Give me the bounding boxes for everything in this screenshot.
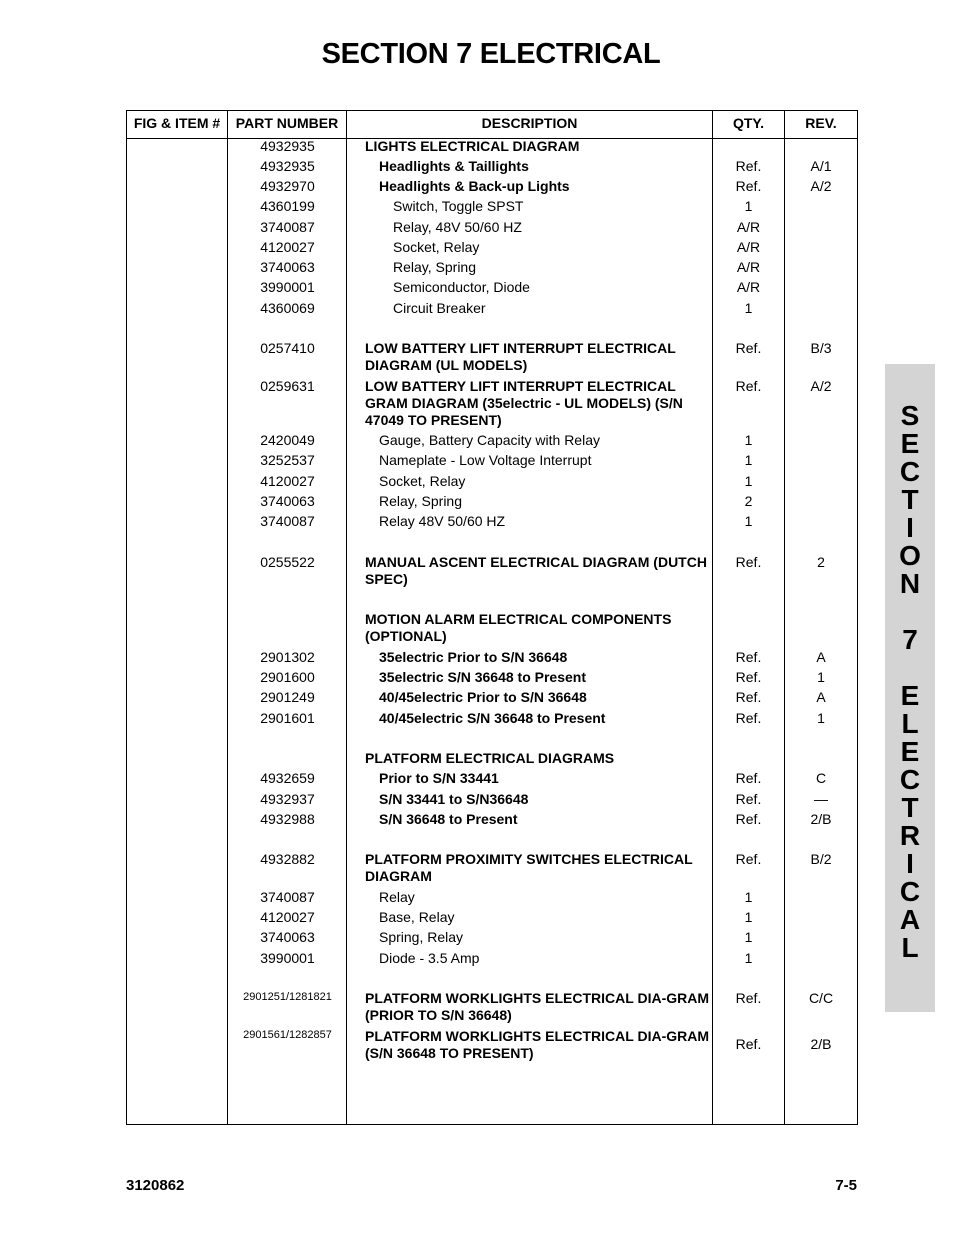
part-number-cell: 3740063 — [260, 493, 315, 509]
rev-cell: 2/B — [810, 1036, 832, 1052]
section-side-tab — [885, 364, 935, 1012]
qty-cell: 1 — [744, 452, 753, 468]
part-number-cell: 3990001 — [260, 279, 315, 295]
part-number-cell: 2901601 — [260, 710, 315, 726]
qty-cell: Ref. — [735, 554, 762, 570]
qty-cell: Ref. — [735, 1036, 762, 1052]
qty-cell: A/R — [736, 259, 761, 275]
side-tab-letter: E — [900, 680, 920, 711]
rev-cell: — — [814, 791, 828, 807]
qty-cell: Ref. — [735, 710, 762, 726]
description-cell: Socket, Relay — [393, 239, 480, 255]
part-number-cell: 3740063 — [260, 259, 315, 275]
description-cell: Base, Relay — [379, 909, 455, 925]
rev-cell: A/1 — [810, 158, 832, 174]
part-number-cell: 2420049 — [260, 432, 315, 448]
description-cell: 40/45electric Prior to S/N 36648 — [379, 689, 587, 705]
side-tab-letter: S — [900, 400, 920, 431]
qty-cell: Ref. — [735, 649, 762, 665]
rev-cell: A — [816, 649, 826, 665]
qty-cell: 1 — [744, 198, 753, 214]
part-number-cell: 3740087 — [260, 513, 315, 529]
description-cell: MANUAL ASCENT ELECTRICAL DIAGRAM (DUTCH SPEC) — [365, 554, 707, 587]
description-cell: Relay 48V 50/60 HZ — [379, 513, 506, 529]
rev-cell: B/2 — [810, 851, 832, 867]
part-number-cell: 0255522 — [260, 554, 315, 570]
description-cell: MOTION ALARM ELECTRICAL COMPONENTS (OPTIONAL) — [365, 611, 672, 644]
description-cell: Switch, Toggle SPST — [393, 198, 524, 214]
description-cell: Spring, Relay — [379, 929, 464, 945]
qty-cell: Ref. — [735, 811, 762, 827]
qty-cell: Ref. — [735, 378, 762, 394]
qty-cell: Ref. — [735, 990, 762, 1006]
part-number-cell: 4932988 — [260, 811, 315, 827]
part-number-cell: 0259631 — [260, 378, 315, 394]
part-number-cell: 4932882 — [260, 851, 315, 867]
description-cell: PLATFORM WORKLIGHTS ELECTRICAL DIA-GRAM (S/N 36648 TO PRESENT) — [365, 1028, 710, 1061]
qty-cell: 1 — [744, 513, 753, 529]
part-number-cell: 2901251/1281821 — [243, 991, 332, 1003]
part-number-cell: 3740087 — [260, 219, 315, 235]
side-tab-letter: I — [906, 512, 914, 543]
part-number-cell: 3740087 — [260, 889, 315, 905]
qty-cell: A/R — [736, 279, 761, 295]
part-number-cell: 3252537 — [260, 452, 315, 468]
description-cell: Prior to S/N 33441 — [379, 770, 499, 786]
header-description: DESCRIPTION — [481, 115, 578, 131]
rev-cell: 1 — [817, 710, 825, 726]
rev-cell: A — [816, 689, 826, 705]
rev-cell: B/3 — [810, 340, 832, 356]
qty-cell: Ref. — [735, 178, 762, 194]
side-tab-letter: C — [899, 764, 921, 795]
side-tab-letter: L — [901, 708, 919, 739]
description-cell: PLATFORM WORKLIGHTS ELECTRICAL DIA-GRAM (PRIOR TO S/N 36648) — [365, 990, 710, 1023]
qty-cell: Ref. — [735, 791, 762, 807]
side-tab-letter: C — [899, 876, 921, 907]
part-number-cell: 4932935 — [260, 158, 315, 174]
side-tab-letter: T — [901, 792, 919, 823]
side-tab-letter: L — [901, 932, 919, 963]
qty-cell: 2 — [744, 493, 753, 509]
qty-cell: Ref. — [735, 340, 762, 356]
side-tab-letter: A — [899, 904, 921, 935]
description-cell: Headlights & Taillights — [379, 158, 529, 174]
side-tab-letter: T — [901, 484, 919, 515]
part-number-cell: 4120027 — [260, 909, 315, 925]
side-tab-letter: I — [906, 848, 914, 879]
description-cell: Socket, Relay — [379, 473, 466, 489]
side-tab-letter: N — [899, 568, 921, 599]
rev-cell: C/C — [808, 990, 834, 1006]
description-cell: Semiconductor, Diode — [393, 279, 530, 295]
qty-cell: 1 — [744, 432, 753, 448]
side-tab-letter: E — [900, 736, 920, 767]
qty-cell: Ref. — [735, 851, 762, 867]
qty-cell: 1 — [744, 929, 753, 945]
part-number-cell: 4932937 — [260, 791, 315, 807]
part-number-cell: 2901249 — [260, 689, 315, 705]
qty-cell: 1 — [744, 473, 753, 489]
part-number-cell: 4932935 — [260, 138, 315, 154]
column-divider — [784, 111, 785, 1124]
page-title: SECTION 7 ELECTRICAL — [321, 38, 661, 70]
qty-cell: 1 — [744, 950, 753, 966]
parts-table — [126, 110, 858, 1125]
side-tab-letter: C — [899, 456, 921, 487]
qty-cell: Ref. — [735, 689, 762, 705]
description-cell: Gauge, Battery Capacity with Relay — [379, 432, 600, 448]
part-number-cell: 4932659 — [260, 770, 315, 786]
part-number-cell: 2901561/1282857 — [243, 1029, 332, 1041]
document-number: 3120862 — [126, 1177, 185, 1194]
part-number-cell: 2901302 — [260, 649, 315, 665]
description-cell: Circuit Breaker — [393, 300, 486, 316]
rev-cell: 1 — [817, 669, 825, 685]
side-tab-letter: O — [899, 540, 921, 571]
description-cell: Relay, 48V 50/60 HZ — [393, 219, 522, 235]
part-number-cell: 3990001 — [260, 950, 315, 966]
description-cell: Nameplate - Low Voltage Interrupt — [379, 452, 592, 468]
part-number-cell: 4120027 — [260, 473, 315, 489]
description-cell: Diode - 3.5 Amp — [379, 950, 480, 966]
description-cell: LIGHTS ELECTRICAL DIAGRAM — [365, 138, 580, 154]
description-cell: LOW BATTERY LIFT INTERRUPT ELECTRICAL DIAGRAM (UL MODELS) — [365, 340, 676, 373]
qty-cell: Ref. — [735, 669, 762, 685]
part-number-cell: 4360199 — [260, 198, 315, 214]
description-cell: Relay, Spring — [379, 493, 463, 509]
description-cell: LOW BATTERY LIFT INTERRUPT ELECTRICAL GRAM DIAGRAM (35electric - UL MODELS) (S/N 47049 TO PRESENT) — [365, 378, 683, 428]
header-part-number: PART NUMBER — [235, 115, 339, 131]
qty-cell: 1 — [744, 300, 753, 316]
description-cell: Relay, Spring — [393, 259, 477, 275]
rev-cell: A/2 — [810, 378, 832, 394]
header-fig-item: FIG & ITEM # — [133, 115, 221, 131]
description-cell: 35electric Prior to S/N 36648 — [379, 649, 568, 665]
side-tab-letter: E — [900, 428, 920, 459]
header-qty: QTY. — [732, 115, 765, 131]
qty-cell: 1 — [744, 909, 753, 925]
qty-cell: A/R — [736, 219, 761, 235]
side-tab-letter: 7 — [902, 624, 918, 655]
page-number: 7-5 — [835, 1177, 857, 1194]
description-cell: S/N 33441 to S/N36648 — [379, 791, 529, 807]
description-cell: PLATFORM ELECTRICAL DIAGRAMS — [365, 750, 615, 766]
part-number-cell: 0257410 — [260, 340, 315, 356]
part-number-cell: 3740063 — [260, 929, 315, 945]
rev-cell: 2 — [817, 554, 825, 570]
description-cell: Headlights & Back-up Lights — [379, 178, 570, 194]
description-cell: PLATFORM PROXIMITY SWITCHES ELECTRICAL DIAGRAM — [365, 851, 693, 884]
qty-cell: Ref. — [735, 158, 762, 174]
qty-cell: A/R — [736, 239, 761, 255]
description-cell: S/N 36648 to Present — [379, 811, 518, 827]
qty-cell: 1 — [744, 889, 753, 905]
part-number-cell: 4120027 — [260, 239, 315, 255]
side-tab-letter: R — [899, 820, 921, 851]
description-cell: 40/45electric S/N 36648 to Present — [379, 710, 606, 726]
description-cell: Relay — [379, 889, 415, 905]
qty-cell: Ref. — [735, 770, 762, 786]
part-number-cell: 4360069 — [260, 300, 315, 316]
rev-cell: 2/B — [810, 811, 832, 827]
description-cell: 35electric S/N 36648 to Present — [379, 669, 587, 685]
rev-cell: A/2 — [810, 178, 832, 194]
rev-cell: C — [815, 770, 827, 786]
part-number-cell: 2901600 — [260, 669, 315, 685]
part-number-cell: 4932970 — [260, 178, 315, 194]
header-rev: REV. — [805, 115, 837, 131]
